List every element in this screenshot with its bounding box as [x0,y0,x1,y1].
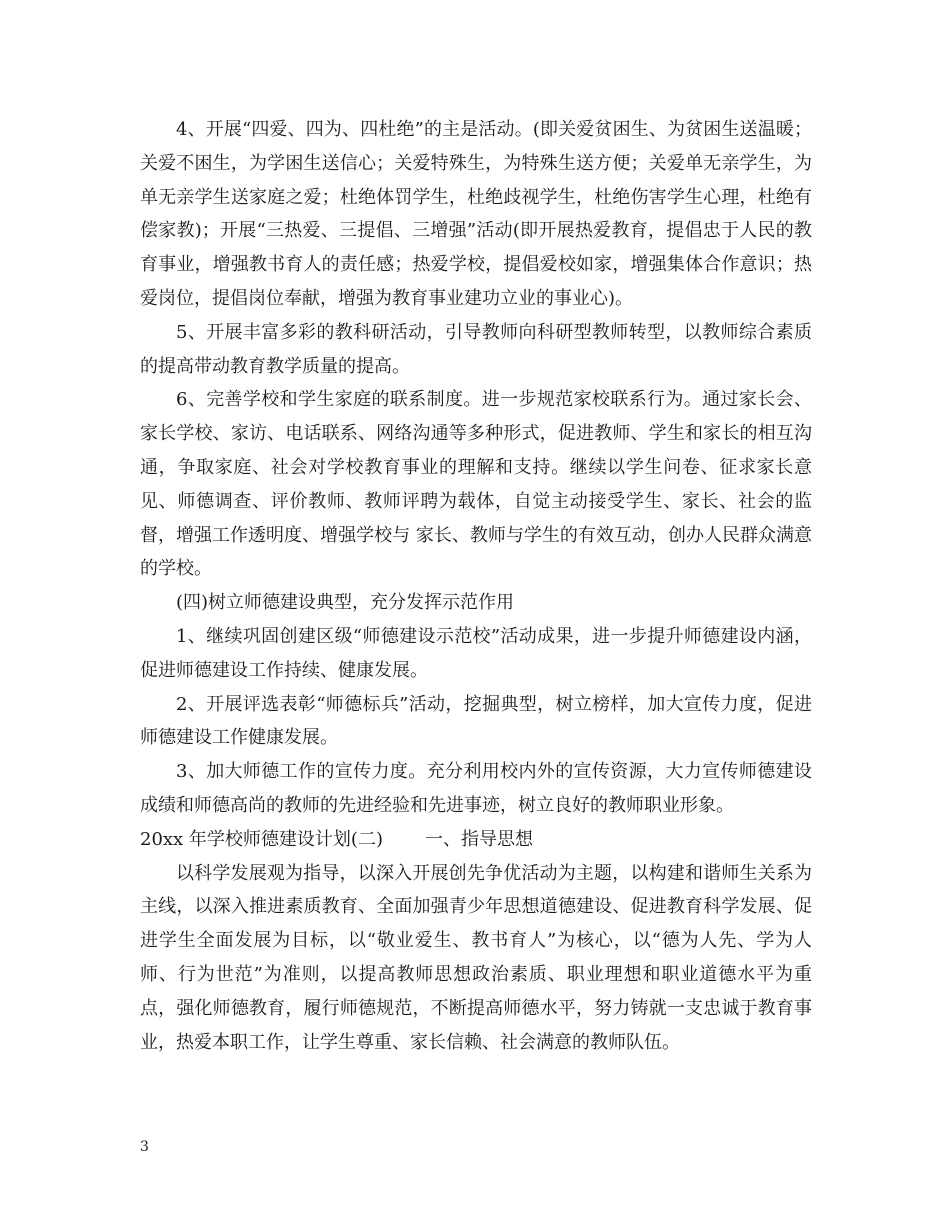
paragraph-item-5: 5、开展丰富多彩的教科研活动，引导教师向科研型教师转型，以教师综合素质的提高带动教育教学质量的提高。 [140,321,812,377]
plan-title: 20xx 年学校师德建设计划(二) [140,828,383,850]
paragraph-item-4: 4、开展“四爱、四为、四杜绝”的主是活动。(即关爱贫困生、为贫困生送温暖；关爱不困生，为学困生送信心；关爱特殊生，为特殊生送方便；关爱单无亲学生，为单无亲学生送家庭之爱；杜绝体罚学生，杜绝歧视学生，杜绝伤害学生心理，杜绝有偿家教)；开展“三热爱、三提倡、三增强”活动(即开展热爱教育，提倡忠于人民的教育事业，增强教书育人的责任感；热爱学校，提倡爱校如家，增强集体合作意识；热爱岗位，提倡岗位奉献，增强为教育事业建功立业的事业心)。 [140,119,812,309]
plan-section-title: 一、指导思想 [424,828,533,850]
paragraph-item-6: 6、完善学校和学生家庭的联系制度。进一步规范家校联系行为。通过家长会、家长学校、家访、电话联系、网络沟通等多种形式，促进教师、学生和家长的相互沟通，争取家庭、社会对学校教育事业的理解和支持。继续以学生问卷、征求家长意见、师德调查、评价教师、教师评聘为载体，自觉主动接受学生、家长、社会的监督，增强工作透明度、增强学校与 家长、教师与学生的有效互动，创办人民群众满意的学校。 [140,389,812,580]
plan-heading-line [140,823,812,857]
paragraph-model-3: 3、加大师德工作的宣传力度。充分利用校内外的宣传资源，大力宣传师德建设成绩和师德高尚的教师的先进经验和先进事迹，树立良好的教师职业形象。 [140,761,812,816]
paragraph-model-2: 2、开展评选表彰“师德标兵”活动，挖掘典型，树立榜样，加大宣传力度，促进师德建设工作健康发展。 [140,693,812,749]
page-number: 3 [140,1139,149,1155]
paragraph-model-1: 1、继续巩固创建区级“师德建设示范校”活动成果，进一步提升师德建设内涵，促进师德建设工作持续、健康发展。 [140,625,812,681]
section-heading-4: (四)树立师德建设典型，充分发挥示范作用 [176,592,515,614]
document-body [140,113,812,1059]
guiding-paragraph: 以科学发展观为指导，以深入开展创先争优活动为主题，以构建和谐师生关系为主线，以深入推进素质教育、全面加强青少年思想道德建设、促进教育科学发展、促进学生全面发展为目标，以“敬业爱生、教书育人”为核心，以“德为人先、学为人师、行为世范”为准则，以提高教师思想政治素质、职业理想和职业道德水平为重点，强化师德教育，履行师德规范，不断提高师德水平，努力铸就一支忠诚于教育事业，热爱本职工作，让学生尊重、家长信赖、社会满意的教师队伍。 [140,862,812,1053]
